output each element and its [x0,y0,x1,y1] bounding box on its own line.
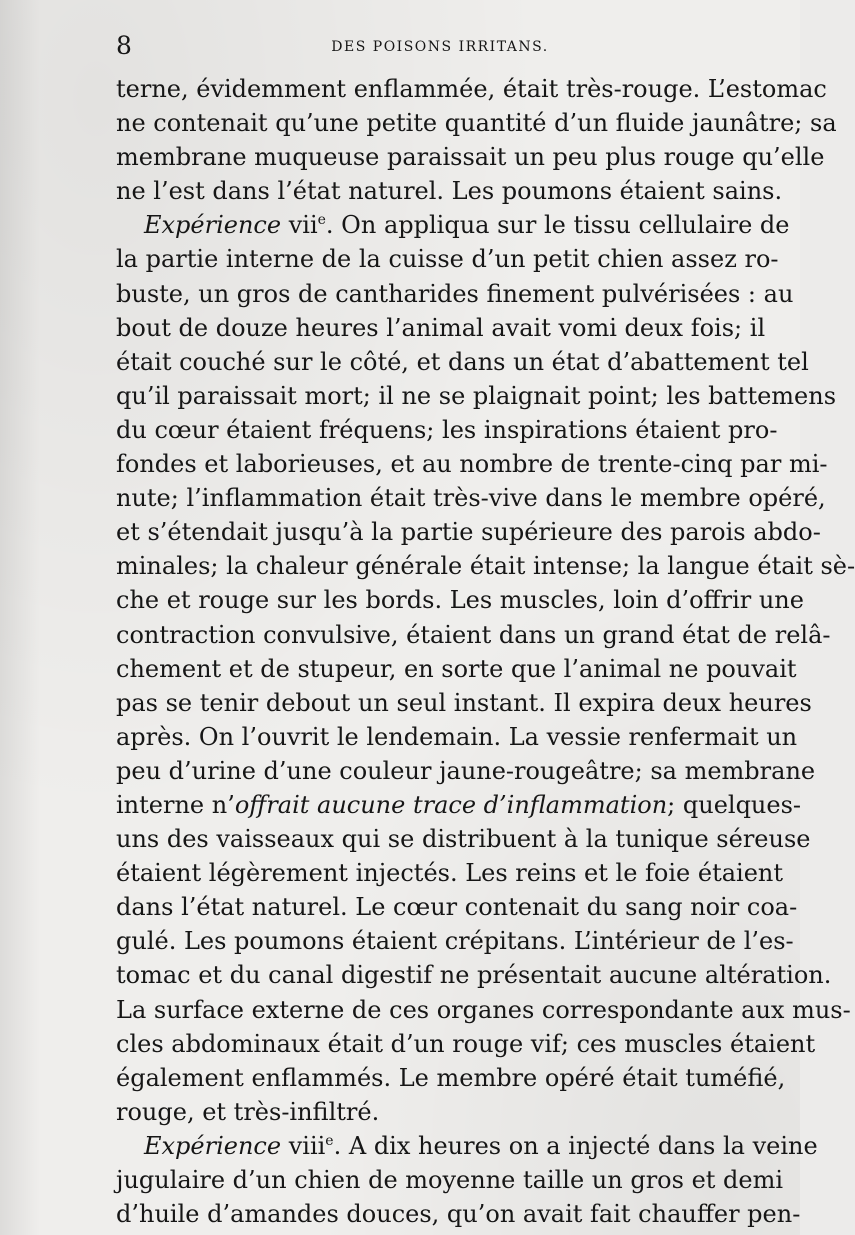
text-line: contraction convulsive, étaient dans un grand état de relâ- [116,620,831,649]
text-line: d’huile d’amandes douces, qu’on avait fait chauffer pen- [116,1200,801,1229]
text-line: gulé. Les poumons étaient crépitans. L’intérieur de l’es- [116,927,794,956]
text-line: che et rouge sur les bords. Les muscles, loin d’offrir une [116,586,804,615]
text-line: étaient légèrement injectés. Les reins et le foie étaient [116,859,784,888]
text-line: jugulaire d’un chien de moyenne taille un gros et demi [116,1166,784,1194]
running-title: DES POISONS IRRITANS. [331,39,549,55]
experiment-heading-line: Expérience viii$^e$. A dix heures on a injecté dans la veine [144,1131,818,1160]
page-number: 8 [116,31,132,60]
text-line: après. On l’ouvrit le lendemain. La vessie renfermait un [116,722,798,751]
text-line: la partie interne de la cuisse d’un petit chien assez ro- [116,245,779,274]
text-line: ne l’est dans l’état naturel. Les poumons étaient sains. [116,177,783,206]
text-line: dans l’état naturel. Le cœur contenait du sang noir coa- [116,893,798,922]
text-line: du cœur étaient fréquens; les inspirations étaient pro- [116,415,778,444]
text-line: membrane muqueuse paraissait un peu plus rouge qu’elle [116,143,825,172]
page-header [116,31,764,61]
text-line: était couché sur le côté, et dans un état d’abattement tel [116,347,809,376]
text-line: La surface externe de ces organes correspondante aux mus- [116,995,851,1024]
text-line: également enflammés. Le membre opéré était tuméfié, [116,1063,786,1092]
text-line: qu’il paraissait mort; il ne se plaignait point; les battemens [116,381,837,410]
text-line: chement et de stupeur, en sorte que l’animal ne pouvait [116,654,797,683]
text-line: pas se tenir debout un seul instant. Il expira deux heures [116,688,812,717]
text-line: rouge, et très-infiltré. [116,1097,380,1126]
experiment-label: Expérience [144,1131,282,1160]
text-line: ne contenait qu’une petite quantité d’un fluide jaunâtre; sa [116,109,837,138]
italic-emphasis: offrait aucune trace d’inflammation [234,790,668,819]
experiment-label: Expérience [144,211,282,240]
text-line: terne, évidemment enflammée, était très-rouge. L’estomac [116,75,827,103]
text-line: tomac et du canal digestif ne présentait aucune altération. [116,961,832,990]
text-line: minales; la chaleur générale était intense; la langue était sè- [116,552,855,581]
page-gutter-shadow [0,0,40,1235]
text-line: et s’étendait jusqu’à la partie supérieure des parois abdo- [116,518,821,547]
text-line: nute; l’inflammation était très-vive dans le membre opéré, [116,484,826,513]
text-line: fondes et laborieuses, et au nombre de trente-cinq par mi- [116,450,828,479]
experiment-heading-line: Expérience vii$^e$. On appliqua sur le tissu cellulaire de [144,211,790,240]
text-line: peu d’urine d’une couleur jaune-rougeâtre; sa membrane [116,756,816,785]
text-line: interne n’offrait aucune trace d’inflammation; quelques- [116,790,802,819]
text-line: uns des vaisseaux qui se distribuent à la tunique séreuse [116,825,811,854]
text-line: bout de douze heures l’animal avait vomi deux fois; il [116,313,766,342]
text-line: cles abdominaux était d’un rouge vif; ces muscles étaient [116,1029,816,1058]
body-text [116,72,855,1231]
text-line: buste, un gros de cantharides finement pulvérisées : au [116,279,794,308]
